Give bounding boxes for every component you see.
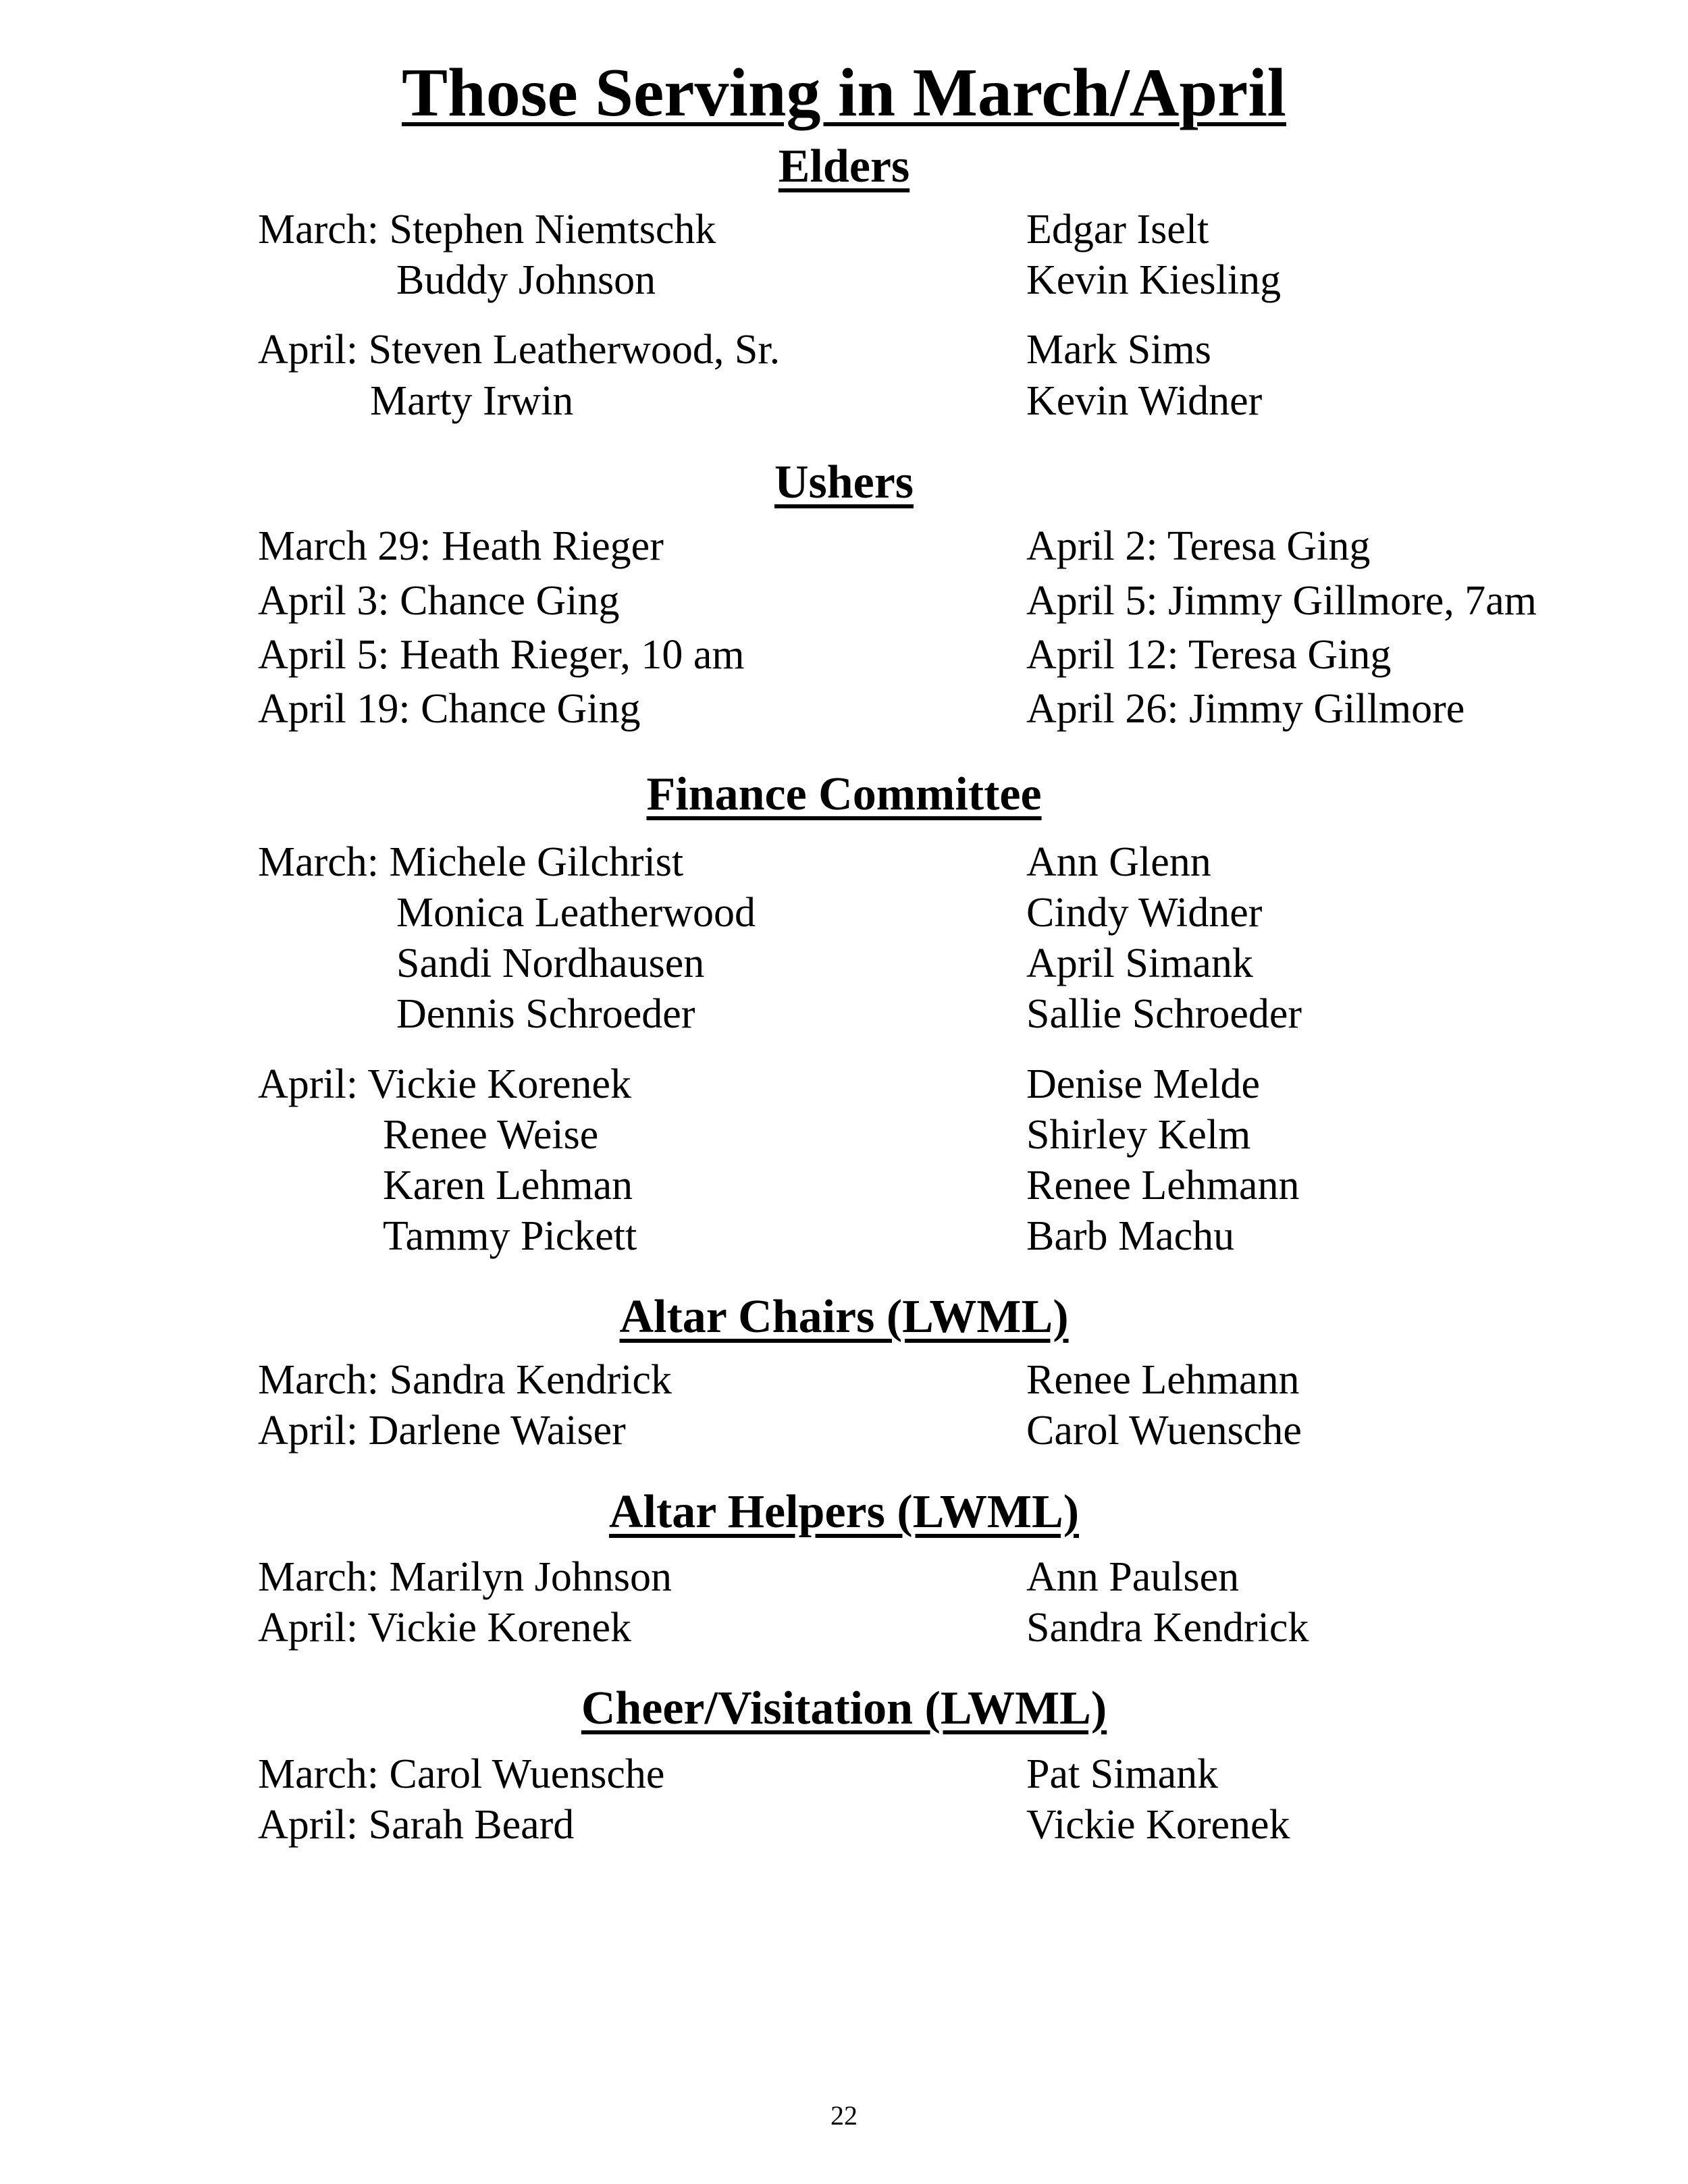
- ushers-right-3: April 12: Teresa Ging: [1026, 632, 1392, 678]
- elders-march-line-1: March: Stephen Niemtschk: [258, 207, 716, 252]
- finance-april-right-3: Renee Lehmann: [1026, 1163, 1300, 1208]
- altar-helpers-right-2: Sandra Kendrick: [1026, 1605, 1309, 1651]
- finance-april-right-1: Denise Melde: [1026, 1061, 1261, 1107]
- altar-helpers-heading: Altar Helpers (LWML): [608, 1486, 1080, 1538]
- finance-heading: Finance Committee: [646, 768, 1042, 820]
- ushers-right-1: April 2: Teresa Ging: [1026, 523, 1371, 569]
- ushers-left-3: April 5: Heath Rieger, 10 am: [258, 632, 745, 678]
- elders-march-line-2: Buddy Johnson: [396, 257, 656, 303]
- altar-helpers-left-2: April: Vickie Korenek: [258, 1605, 631, 1651]
- altar-helpers-right-1: Ann Paulsen: [1026, 1554, 1240, 1600]
- altar-chairs-left-1: March: Sandra Kendrick: [258, 1357, 672, 1403]
- ushers-heading: Ushers: [774, 456, 914, 508]
- finance-april-line-3: Karen Lehman: [383, 1163, 633, 1208]
- finance-april-line-2: Renee Weise: [383, 1112, 599, 1158]
- ushers-left-2: April 3: Chance Ging: [258, 578, 620, 624]
- finance-march-line-4: Dennis Schroeder: [396, 991, 695, 1037]
- finance-april-line-4: Tammy Pickett: [383, 1213, 637, 1259]
- altar-chairs-heading: Altar Chairs (LWML): [619, 1291, 1069, 1343]
- elders-heading: Elders: [778, 140, 910, 192]
- finance-march-right-4: Sallie Schroeder: [1026, 991, 1302, 1037]
- cheer-left-2: April: Sarah Beard: [258, 1802, 575, 1848]
- finance-march-line-1: March: Michele Gilchrist: [258, 839, 684, 885]
- finance-march-right-2: Cindy Widner: [1026, 890, 1263, 936]
- altar-chairs-right-2: Carol Wuensche: [1026, 1408, 1302, 1454]
- elders-april-line-1: April: Steven Leatherwood, Sr.: [258, 327, 781, 373]
- cheer-right-1: Pat Simank: [1026, 1751, 1219, 1797]
- cheer-left-1: March: Carol Wuensche: [258, 1751, 665, 1797]
- finance-april-right-4: Barb Machu: [1026, 1213, 1235, 1259]
- finance-march-right-3: April Simank: [1026, 940, 1253, 986]
- ushers-left-4: April 19: Chance Ging: [258, 686, 641, 732]
- altar-chairs-right-1: Renee Lehmann: [1026, 1357, 1300, 1403]
- elders-april-line-2: Marty Irwin: [370, 378, 574, 424]
- altar-helpers-left-1: March: Marilyn Johnson: [258, 1554, 672, 1600]
- finance-april-right-2: Shirley Kelm: [1026, 1112, 1251, 1158]
- ushers-left-1: March 29: Heath Rieger: [258, 523, 664, 569]
- finance-april-line-1: April: Vickie Korenek: [258, 1061, 631, 1107]
- cheer-right-2: Vickie Korenek: [1026, 1802, 1290, 1848]
- ushers-right-2: April 5: Jimmy Gillmore, 7am: [1026, 578, 1537, 624]
- elders-april-right-2: Kevin Widner: [1026, 378, 1263, 424]
- finance-march-line-2: Monica Leatherwood: [396, 890, 756, 936]
- elders-march-right-2: Kevin Kiesling: [1026, 257, 1282, 303]
- altar-chairs-left-2: April: Darlene Waiser: [258, 1408, 626, 1454]
- elders-march-right-1: Edgar Iselt: [1026, 207, 1209, 252]
- page-title: Those Serving in March/April: [401, 55, 1286, 131]
- elders-april-right-1: Mark Sims: [1026, 327, 1211, 373]
- finance-march-right-1: Ann Glenn: [1026, 839, 1211, 885]
- ushers-right-4: April 26: Jimmy Gillmore: [1026, 686, 1465, 732]
- page-number: 22: [830, 2100, 858, 2131]
- cheer-heading: Cheer/Visitation (LWML): [581, 1682, 1107, 1734]
- finance-march-line-3: Sandi Nordhausen: [396, 940, 705, 986]
